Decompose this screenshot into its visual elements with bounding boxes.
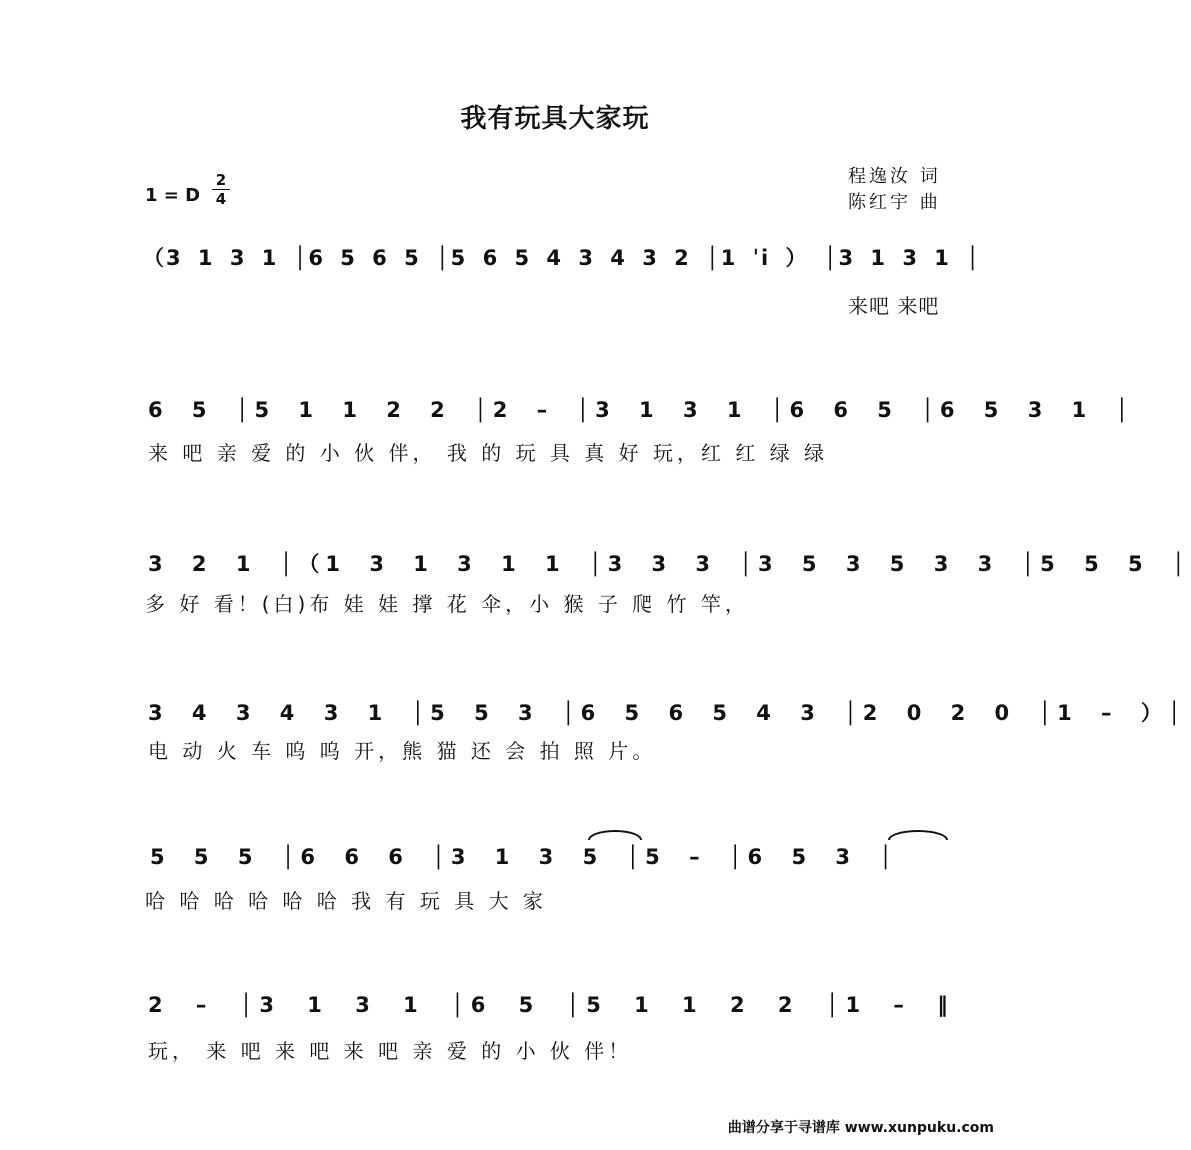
score-line-5-lyrics: 哈 哈 哈 哈 哈 哈 我 有 玩 具 大 家 [145,889,547,913]
key-signature: 1 = D [145,185,201,206]
time-signature-top: 2 [215,171,227,189]
score-line-2-notes: 6 5 │5 1 1 2 2 │2 – │3 1 3 1 │6 6 5 │6 5 3 1 │ [148,398,1135,422]
score-line-1-notes: （3 1 3 1 │6 5 6 5 │5 6 5 4 3 4 3 2 │1 ˈi ） │3 1 3 1 │ [143,246,981,270]
score-line-3-lyrics: 多 好 看！(白)布 娃 娃 撑 花 伞，小 猴 子 爬 竹 竿， [145,592,749,616]
composer-credit: 陈红宇 曲 [848,192,941,213]
lyricist-credit: 程逸汝 词 [848,166,941,187]
score-line-2-lyrics: 来 吧 亲 爱 的 小 伙 伴， 我 的 玩 具 真 好 玩，红 红 绿 绿 [148,441,829,465]
slur-mark [588,830,642,840]
score-line-5-notes: 5 5 5 │6 6 6 │3 1 3 5 │5 – │6 5 3 │ [150,845,898,869]
footer-watermark: 曲谱分享于寻谱库 www.xunpuku.com [727,1120,994,1136]
time-signature [212,172,230,207]
score-line-6-notes: 2 – │3 1 3 1 │6 5 │5 1 1 2 2 │1 – ‖ [148,993,955,1017]
score-line-1-lyrics: 来吧 来吧 [848,294,940,318]
score-line-4-notes: 3 4 3 4 3 1 │5 5 3 │6 5 6 5 4 3 │2 0 2 0 │1 – ）│ [148,701,1187,725]
score-line-6-lyrics: 玩， 来 吧 来 吧 来 吧 亲 爱 的 小 伙 伴！ [148,1039,633,1063]
slur-mark [888,830,948,840]
score-line-4-lyrics: 电 动 火 车 呜 呜 开，熊 猫 还 会 拍 照 片。 [148,739,657,763]
score-line-3-notes: 3 2 1 │（1 3 1 3 1 1 │3 3 3 │3 5 3 5 3 3 │5 5 5 │ [148,552,1191,576]
page-title: 我有玩具大家玩 [460,104,650,134]
time-signature-bottom: 4 [215,190,227,208]
